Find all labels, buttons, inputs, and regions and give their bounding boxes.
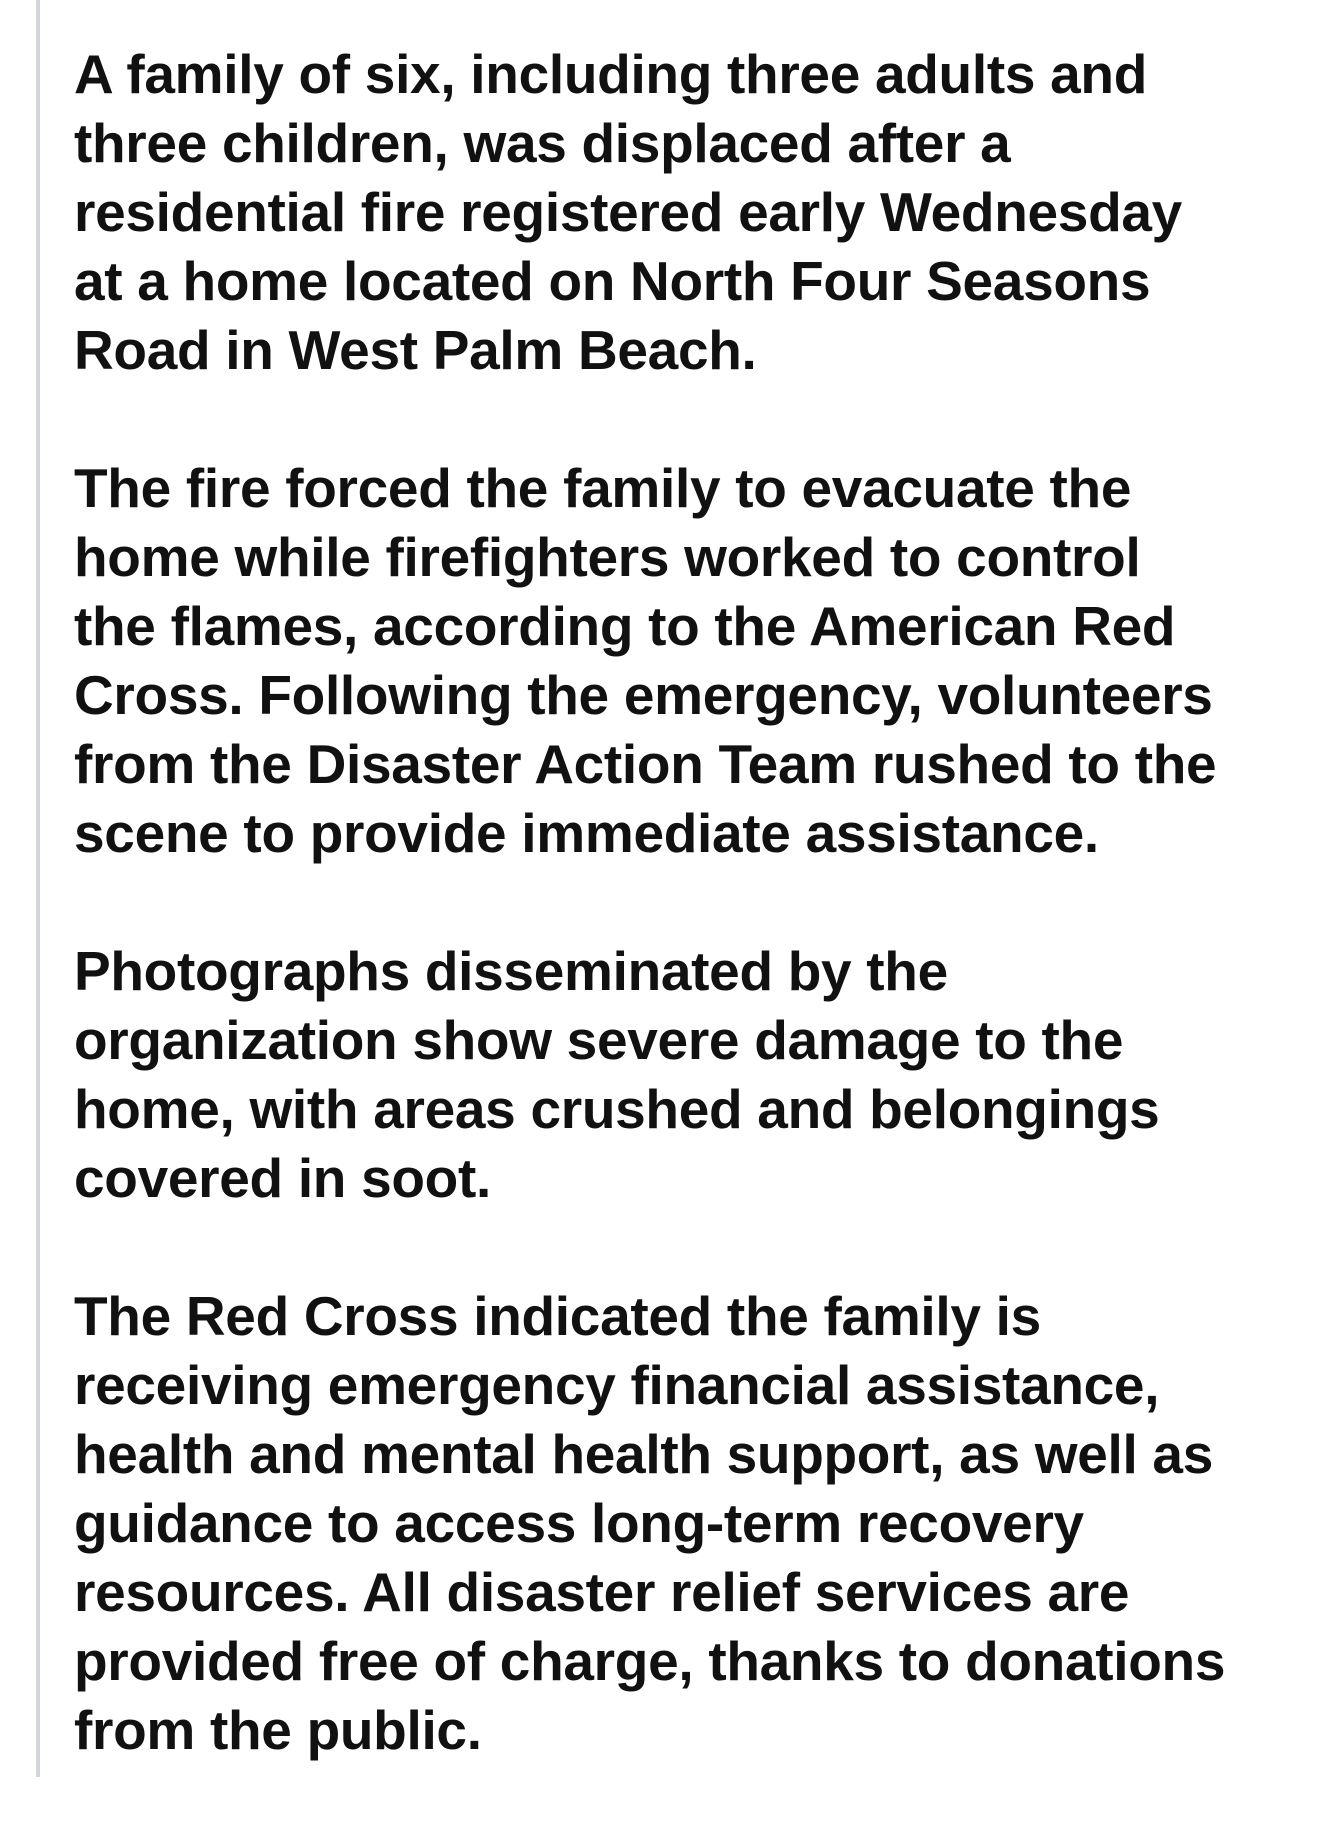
paragraph-1	[74, 40, 1310, 385]
paragraph-line: The fire forced the family to evacuate the	[74, 457, 1132, 519]
paragraph-line: from the Disaster Action Team rushed to the	[74, 733, 1217, 795]
paragraph-line: receiving emergency financial assistance,	[74, 1354, 1160, 1416]
post-body	[74, 40, 1310, 1834]
cut-off-link-text[interactable]	[290, 1770, 590, 1777]
paragraph-line: organization show severe damage to the	[74, 1009, 1124, 1071]
paragraph-line: A family of six, including three adults and	[74, 43, 1148, 105]
paragraph-line: Photographs disseminated by the	[74, 940, 948, 1002]
paragraph-line: resources. All disaster relief services are	[74, 1561, 1130, 1623]
paragraph-line: from the public.	[74, 1699, 482, 1761]
paragraph-line: scene to provide immediate assistance.	[74, 802, 1099, 864]
paragraph-line: home while firefighters worked to control	[74, 526, 1141, 588]
paragraph-line: Cross. Following the emergency, volunteers	[74, 664, 1213, 726]
paragraph-line: covered in soot.	[74, 1147, 491, 1209]
paragraph-line: The Red Cross indicated the family is	[74, 1285, 1041, 1347]
paragraph-2	[74, 454, 1310, 868]
paragraph-line: at a home located on North Four Seasons	[74, 250, 1151, 312]
paragraph-line: home, with areas crushed and belongings	[74, 1078, 1160, 1140]
paragraph-line: health and mental health support, as well as	[74, 1423, 1214, 1485]
paragraph-4	[74, 1282, 1310, 1765]
paragraph-line: three children, was displaced after a	[74, 112, 1011, 174]
paragraph-line: provided free of charge, thanks to donations	[74, 1630, 1226, 1692]
thread-rail	[36, 0, 40, 1777]
paragraph-line: the flames, according to the American Red	[74, 595, 1176, 657]
paragraph-line: residential fire registered early Wednesday	[74, 181, 1182, 243]
paragraph-3	[74, 937, 1310, 1213]
paragraph-line: guidance to access long-term recovery	[74, 1492, 1084, 1554]
paragraph-line: Road in West Palm Beach.	[74, 319, 757, 381]
